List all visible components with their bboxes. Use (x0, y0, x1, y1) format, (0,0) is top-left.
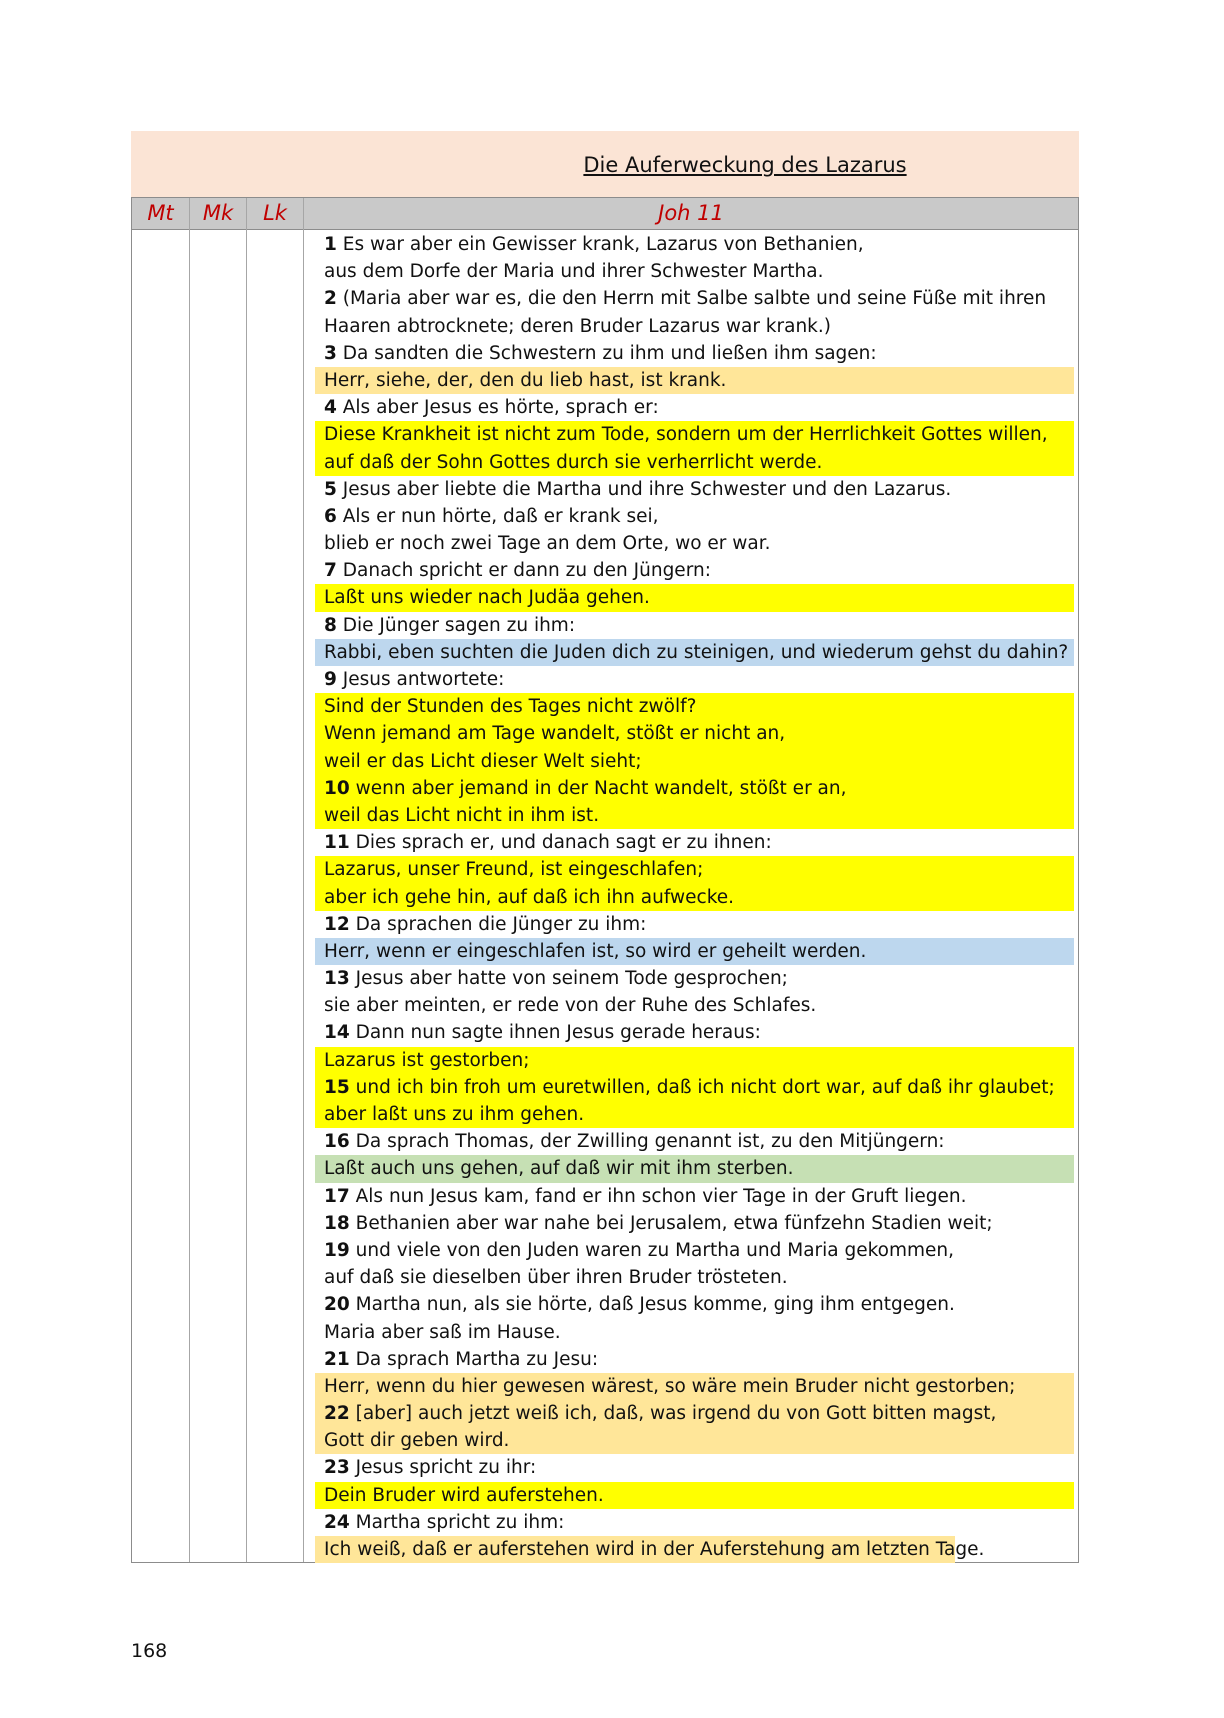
verse-text: Bethanien aber war nahe bei Jerusalem, etwa fünfzehn Stadien weit; (349, 1212, 993, 1234)
verse-number: 1 (324, 234, 337, 255)
verse-line (315, 1237, 1074, 1264)
verse-number: 21 (324, 1348, 350, 1370)
verse-line (315, 911, 1074, 938)
verse-text: Es war aber ein Gewisser krank, Lazarus von Bethanien, (336, 234, 864, 255)
verse-line (315, 476, 1074, 503)
verse-line (315, 1509, 1074, 1536)
verse-number: 20 (324, 1294, 350, 1316)
verse-text: und ich bin froh um euretwillen, daß ich nicht dort war, auf daß ihr glaubet; (349, 1076, 1055, 1098)
verse-text: Jesus spricht zu ihr: (349, 1457, 537, 1479)
verse-line (315, 856, 1074, 883)
header-mk: Mk (202, 201, 234, 225)
verse-line (315, 884, 1074, 911)
pericope-title: Die Auferweckung des Lazarus (583, 153, 907, 177)
verse-line (315, 394, 1074, 421)
verse-line (315, 367, 1074, 394)
verse-line (315, 720, 1074, 747)
verse-text: Laßt uns wieder nach Judäa gehen. (324, 587, 650, 609)
verse-line (315, 285, 1074, 312)
title-band (131, 131, 1079, 197)
verse-number: 12 (324, 913, 350, 935)
verse-line (315, 938, 1074, 965)
verse-text: Dann nun sagte ihnen Jesus gerade heraus: (349, 1022, 761, 1044)
verse-line (315, 340, 1074, 367)
verse-line (315, 1291, 1074, 1318)
verse-text: blieb er noch zwei Tage an dem Orte, wo er war. (324, 533, 771, 555)
verse-line (315, 829, 1074, 856)
verse-text: Als er nun hörte, daß er krank sei, (336, 505, 659, 527)
verse-line (315, 584, 1074, 611)
verse-number: 24 (324, 1511, 350, 1533)
verse-text: [aber] auch jetzt weiß ich, daß, was irgend du von Gott bitten magst, (349, 1403, 997, 1425)
header-lk: Lk (263, 201, 287, 225)
verse-line (315, 503, 1074, 530)
verse-text: Lazarus ist gestorben; (324, 1049, 530, 1071)
verse-line (315, 258, 1074, 285)
verse-line (315, 1346, 1074, 1373)
verse-text: Diese Krankheit ist nicht zum Tode, sondern um der Herrlichkeit Gottes willen, (324, 424, 1048, 446)
verse-line (315, 1536, 985, 1563)
verse-number: 6 (324, 505, 337, 527)
verse-line (315, 1047, 1074, 1074)
verse-number: 19 (324, 1239, 350, 1261)
verse-line (315, 1210, 1074, 1237)
verse-text: aber ich gehe hin, auf daß ich ihn aufwecke. (324, 886, 735, 908)
verse-line (315, 693, 1074, 720)
verse-number: 23 (324, 1457, 350, 1479)
synopsis-table (131, 197, 1079, 1563)
header-joh: Joh 11 (658, 201, 724, 225)
column-divider (189, 198, 190, 1562)
verse-line (315, 1074, 1074, 1101)
verse-line (315, 1427, 1074, 1454)
verse-line (315, 1400, 1074, 1427)
verse-number: 4 (324, 397, 337, 419)
verse-text: Martha spricht zu ihm: (349, 1511, 565, 1533)
verse-number: 18 (324, 1212, 350, 1234)
verse-text: Die Jünger sagen zu ihm: (336, 614, 576, 636)
verse-text: Wenn jemand am Tage wandelt, stößt er nicht an, (324, 723, 786, 745)
verse-text: Dein Bruder wird auferstehen. (324, 1484, 604, 1506)
verse-line (315, 1264, 1074, 1291)
verse-text: Da sprachen die Jünger zu ihm: (349, 913, 647, 935)
verse-text: Gott dir geben wird. (324, 1430, 510, 1452)
verse-text: Rabbi, eben suchten die Juden dich zu steinigen, und wiederum gehst du dahin? (324, 641, 1069, 663)
verse-line (315, 612, 1074, 639)
verse-text: Sind der Stunden des Tages nicht zwölf? (324, 696, 697, 718)
verse-line (315, 965, 1074, 992)
verse-text: Ich weiß, daß er auferstehen wird in der Auferstehung am letzten Tage. (324, 1539, 985, 1560)
verse-number: 17 (324, 1185, 350, 1207)
verse-line (315, 992, 1074, 1019)
verse-line (315, 1101, 1074, 1128)
verse-text: wenn aber jemand in der Nacht wandelt, stößt er an, (349, 777, 847, 799)
verse-number: 16 (324, 1131, 350, 1153)
verse-line (315, 775, 1074, 802)
verse-text: Herr, wenn er eingeschlafen ist, so wird er geheilt werden. (324, 940, 867, 962)
page-number: 168 (131, 1640, 168, 1662)
verse-number: 10 (324, 777, 350, 799)
verse-text: Jesus aber hatte von seinem Tode gesprochen; (349, 968, 788, 990)
verse-line (315, 1128, 1074, 1155)
verse-text: Jesus aber liebte die Martha und ihre Schwester und den Lazarus. (336, 478, 952, 500)
verse-line (315, 1155, 1074, 1182)
verse-text: Dies sprach er, und danach sagt er zu ihnen: (349, 832, 772, 854)
verse-number: 9 (324, 669, 337, 690)
verse-number: 11 (324, 832, 350, 854)
verse-text: aus dem Dorfe der Maria und ihrer Schwester Martha. (324, 261, 824, 283)
verse-line (315, 1319, 1074, 1346)
verse-number: 8 (324, 614, 337, 636)
verse-text: Herr, siehe, der, den du lieb hast, ist krank. (324, 369, 727, 391)
verse-text: Herr, wenn du hier gewesen wärest, so wäre mein Bruder nicht gestorben; (324, 1375, 1016, 1397)
verse-text: weil das Licht nicht in ihm ist. (324, 804, 600, 826)
verse-line (315, 639, 1074, 666)
verse-text: Martha nun, als sie hörte, daß Jesus komme, ging ihm entgegen. (349, 1294, 955, 1316)
verse-line (315, 1454, 1074, 1481)
verse-number: 22 (324, 1403, 350, 1425)
verse-number: 3 (324, 342, 337, 364)
verse-line (315, 802, 1074, 829)
table-header-row (132, 198, 1078, 230)
verse-text: Laßt auch uns gehen, auf daß wir mit ihm sterben. (324, 1158, 794, 1180)
verse-text: Danach spricht er dann zu den Jüngern: (336, 560, 711, 582)
verse-text: weil er das Licht dieser Welt sieht; (324, 750, 642, 772)
verse-line (315, 1373, 1074, 1400)
column-divider (303, 198, 304, 1562)
verse-text: Haaren abtrocknete; deren Bruder Lazarus war krank.) (324, 315, 831, 337)
verse-number: 2 (324, 288, 337, 310)
verse-text: aber laßt uns zu ihm gehen. (324, 1104, 585, 1125)
verse-line (315, 666, 1074, 693)
verse-text: (Maria aber war es, die den Herrn mit Salbe salbte und seine Füße mit ihren (336, 288, 1047, 310)
verse-line (315, 449, 1074, 476)
verse-line (315, 421, 1074, 448)
verse-line (315, 231, 1074, 258)
header-mt: Mt (147, 201, 174, 225)
verse-line (315, 1019, 1074, 1046)
verse-text: und viele von den Juden waren zu Martha und Maria gekommen, (349, 1239, 955, 1261)
verse-line (315, 1183, 1074, 1210)
john-column-text (315, 231, 1074, 1563)
verse-text: Jesus antwortete: (336, 669, 505, 690)
verse-text: auf daß der Sohn Gottes durch sie verherrlicht werde. (324, 451, 823, 473)
verse-line (315, 748, 1074, 775)
verse-number: 7 (324, 560, 337, 582)
verse-text: Da sandten die Schwestern zu ihm und ließen ihm sagen: (336, 342, 877, 364)
column-divider (246, 198, 247, 1562)
verse-text: Lazarus, unser Freund, ist eingeschlafen; (324, 859, 704, 881)
verse-line (315, 530, 1074, 557)
verse-text: Als aber Jesus es hörte, sprach er: (336, 397, 659, 419)
verse-number: 5 (324, 478, 337, 500)
verse-line (315, 313, 1074, 340)
verse-text: sie aber meinten, er rede von der Ruhe des Schlafes. (324, 995, 817, 1017)
verse-text: Da sprach Thomas, der Zwilling genannt ist, zu den Mitjüngern: (349, 1131, 945, 1153)
verse-text: Als nun Jesus kam, fand er ihn schon vier Tage in der Gruft liegen. (349, 1185, 967, 1207)
verse-number: 14 (324, 1022, 350, 1044)
verse-line (315, 1482, 1074, 1509)
verse-text: Maria aber saß im Hause. (324, 1321, 561, 1343)
verse-text: Da sprach Martha zu Jesu: (349, 1348, 599, 1370)
verse-line (315, 557, 1074, 584)
verse-number: 13 (324, 968, 350, 990)
verse-text: auf daß sie dieselben über ihren Bruder trösteten. (324, 1267, 788, 1289)
verse-number: 15 (324, 1076, 350, 1098)
